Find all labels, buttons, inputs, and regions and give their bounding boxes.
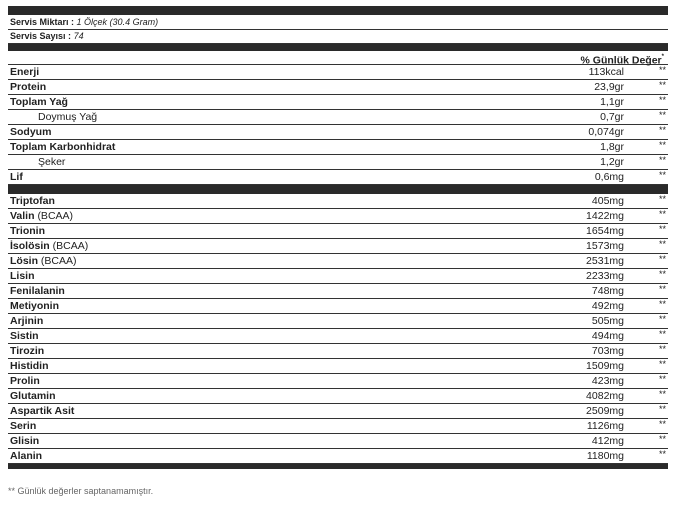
amino-acid-row [8,329,668,344]
amino-acid-row-daily-value: ** [658,449,666,459]
top-divider-bar [8,6,668,15]
amino-acid-row-label: Glutamin [10,390,56,402]
nutrient-row-name [10,80,46,95]
nutrient-row-name [10,170,23,185]
serving-count-label: Servis Sayısı : [10,31,72,41]
nutrient-row-daily-value: ** [658,125,666,135]
nutrient-row-daily-value: ** [658,95,666,105]
amino-acid-row-name [10,299,59,314]
daily-value-header-mark: * [661,54,664,60]
amino-acid-row [8,359,668,374]
amino-acid-row [8,209,668,224]
amino-acid-row-label: Aspartik Asit [10,405,75,417]
footnote: ** Günlük değerler saptanamamıştır. [8,486,154,496]
nutrient-row-label: Doymuş Yağ [38,111,98,123]
amino-acid-row [8,284,668,299]
amino-acid-row [8,374,668,389]
amino-acid-row-name [10,284,65,299]
nutrient-row [8,155,668,170]
amino-acid-row-name [10,434,39,449]
amino-acid-row-label: Triptofan [10,195,55,207]
amino-acid-row-daily-value: ** [658,329,666,339]
amino-acid-row-value: 2233mg [586,270,624,282]
section-divider-bar [8,44,668,51]
amino-acid-row [8,404,668,419]
amino-acid-row-value: 412mg [591,435,624,447]
amino-acid-row-value: 1422mg [586,210,624,222]
amino-acid-row-value: 405mg [591,195,624,207]
amino-acid-row-name [10,224,45,239]
amino-acid-row-daily-value: ** [658,254,666,264]
amino-acid-row-name [10,419,36,434]
amino-acid-row-daily-value: ** [658,359,666,369]
amino-acid-row-daily-value: ** [658,404,666,414]
nutrient-row-daily-value: ** [658,110,666,120]
nutrient-row [8,95,668,110]
nutrient-row-value: 1,1gr [600,96,624,108]
amino-acid-row-daily-value: ** [658,194,666,204]
amino-acid-row-value: 4082mg [586,390,624,402]
amino-acid-row-value: 1654mg [586,225,624,237]
nutrient-row-name [10,125,51,140]
amino-acid-row [8,419,668,434]
amino-acid-row-value: 703mg [591,345,624,357]
amino-acid-row [8,434,668,449]
amino-acid-row [8,389,668,404]
amino-acid-row-name [10,404,74,419]
amino-acid-row-daily-value: ** [658,209,666,219]
nutrient-row-value: 1,2gr [600,156,624,168]
nutrient-row [8,125,668,140]
nutrient-row-label: Enerji [10,66,40,78]
amino-acid-row-daily-value: ** [658,434,666,444]
amino-acid-row-name [10,389,56,404]
amino-acid-row-daily-value: ** [658,389,666,399]
nutrient-row-label: Toplam Yağ [10,96,68,108]
serving-count-row [8,30,668,44]
nutrient-row-label: Şeker [38,156,66,168]
nutrient-row-label: Sodyum [10,126,52,138]
nutrient-row [8,80,668,95]
nutrient-row-value: 1,8gr [600,141,624,153]
bottom-divider-bar [8,464,668,469]
amino-acids-table [8,194,668,464]
nutrient-row-daily-value: ** [658,155,666,165]
serving-size-value: 1 Ölçek (30.4 Gram) [76,17,159,27]
amino-acid-row-daily-value: ** [658,299,666,309]
amino-acid-row-daily-value: ** [658,269,666,279]
amino-acid-row-label: Lisin [10,270,35,282]
amino-acid-row-value: 748mg [591,285,624,297]
amino-acid-row-name [10,314,43,329]
nutrient-row-name [10,65,39,80]
amino-acid-row-value: 2531mg [586,255,624,267]
amino-acid-row [8,299,668,314]
nutrient-row [8,65,668,80]
amino-acid-row [8,449,668,464]
amino-acid-row [8,224,668,239]
amino-acid-row-daily-value: ** [658,419,666,429]
amino-acid-row-value: 1180mg [586,450,624,462]
nutrient-row-daily-value: ** [658,170,666,180]
amino-acid-row-value: 423mg [591,375,624,387]
nutrients-table [8,65,668,185]
amino-acid-row-name [10,194,55,209]
amino-acid-row-suffix: (BCAA) [52,240,89,252]
amino-acid-row-daily-value: ** [658,314,666,324]
nutrient-row [8,140,668,155]
amino-acid-row [8,254,668,269]
nutrient-row-value: 23,9gr [594,81,624,93]
amino-acid-row-value: 492mg [591,300,624,312]
amino-acid-divider-bar [8,185,668,194]
amino-acid-row-label: Arjinin [10,315,44,327]
amino-acid-row-name [10,449,42,464]
nutrient-row-daily-value: ** [658,140,666,150]
amino-acid-row-value: 505mg [591,315,624,327]
amino-acid-row-name [10,329,39,344]
nutrient-row-daily-value: ** [658,80,666,90]
amino-acid-row-label: Trionin [10,225,45,237]
nutrient-row-daily-value: ** [658,65,666,75]
amino-acid-row-value: 494mg [591,330,624,342]
amino-acid-row-suffix: (BCAA) [37,210,74,222]
amino-acid-row-name [10,344,44,359]
amino-acid-row-label: Prolin [10,375,40,387]
amino-acid-row-daily-value: ** [658,284,666,294]
nutrient-row-label: Protein [10,81,47,93]
nutrient-row-name [38,155,65,170]
amino-acid-row-value: 1509mg [586,360,624,372]
nutrient-row-value: 0,6mg [594,171,624,183]
daily-value-header [8,51,668,65]
amino-acid-row-suffix: (BCAA) [40,255,77,267]
amino-acid-row-value: 1573mg [586,240,624,252]
nutrient-row [8,170,668,185]
amino-acid-row-label: Alanin [10,450,43,462]
amino-acid-row-name [10,269,35,284]
amino-acid-row-daily-value: ** [658,344,666,354]
amino-acid-row-name [10,239,88,254]
serving-size-row [8,16,668,30]
nutrition-facts-panel [8,6,668,469]
amino-acid-row-label: Lösin [10,255,38,267]
nutrient-row-value: 0,074gr [588,126,624,138]
nutrient-row-label: Lif [10,171,23,183]
nutrient-row-value: 0,7gr [600,111,624,123]
amino-acid-row-name [10,374,40,389]
nutrient-row-name [10,95,68,110]
amino-acid-row-name [10,359,49,374]
amino-acid-row [8,314,668,329]
amino-acid-row [8,239,668,254]
nutrient-row-value: 113kcal [588,66,624,78]
amino-acid-row-label: Sistin [10,330,39,342]
amino-acid-row-label: Glisin [10,435,40,447]
amino-acid-row-label: İsolösin [10,240,50,252]
amino-acid-row [8,194,668,209]
amino-acid-row-daily-value: ** [658,239,666,249]
amino-acid-row-label: Serin [10,420,37,432]
nutrient-row-label: Toplam Karbonhidrat [10,141,116,153]
amino-acid-row-name [10,254,77,269]
amino-acid-row-label: Histidin [10,360,49,372]
amino-acid-row [8,344,668,359]
amino-acid-row-value: 2509mg [586,405,624,417]
amino-acid-row-label: Tirozin [10,345,45,357]
serving-size-label: Servis Miktarı : [10,17,75,27]
amino-acid-row-daily-value: ** [658,374,666,384]
amino-acid-row-value: 1126mg [586,420,624,432]
amino-acid-row-label: Metiyonin [10,300,59,312]
amino-acid-row [8,269,668,284]
daily-value-header-label: % Günlük Değer* [580,54,664,67]
amino-acid-row-daily-value: ** [658,224,666,234]
serving-count-value: 74 [73,31,84,41]
amino-acid-row-name [10,209,73,224]
nutrient-row-name [10,140,115,155]
nutrient-row-name [38,110,97,125]
amino-acid-row-label: Valin [10,210,35,222]
nutrient-row [8,110,668,125]
amino-acid-row-label: Fenilalanin [10,285,65,297]
